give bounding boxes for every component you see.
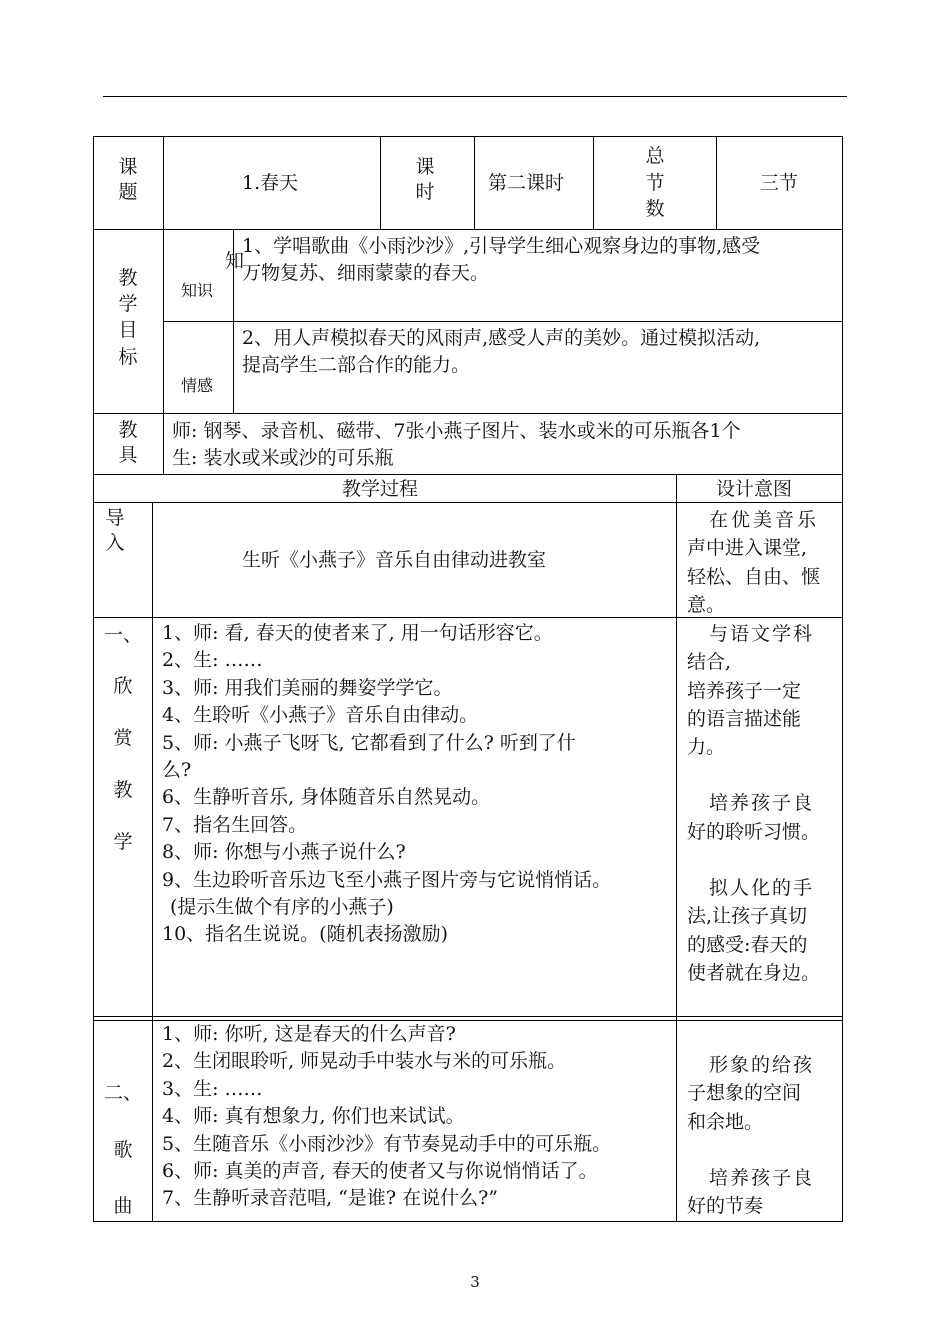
tools-text: 师: 钢琴、录音机、磁带、7张小燕子图片、装水或米的可乐瓶各1个 生: 装水或米或沙的可乐瓶	[172, 420, 741, 469]
header-rule	[103, 96, 847, 97]
emotion-text: 2、用人声模拟春天的风雨声,感受人声的美妙。通过模拟活动, 提高学生二部合作的能力。	[242, 327, 761, 376]
section1-label: 一、 欣 赏 教 学	[103, 624, 142, 853]
knowledge-text: 1、学唱歌曲《小雨沙沙》,引导学生细心观察身边的事物,感受 万物复苏、细雨蒙蒙的春天。	[242, 235, 761, 284]
section2-intent: 形象的给孩 子想象的空间 和余地。 培养孩子良 好的节奏	[687, 1054, 815, 1218]
intro-content: 生听《小燕子》音乐自由律动进教室	[242, 549, 547, 571]
section2-content: 1、师: 你听, 这是春天的什么声音? 2、生闭眼聆听, 师晃动手中装水与米的可乐瓶。 3、生: …… 4、师: 真有想象力, 你们也来试试。 5、生随音乐《小雨沙沙》有节奏晃动手中的可乐瓶。 6、师: 真美的声音, 春天的使者又与你说悄悄话了。 7、生静听录音范唱, “是谁? 在说什么?”	[162, 1023, 612, 1210]
topic-label: 课 题	[118, 156, 138, 203]
period-label: 课 时	[415, 156, 435, 203]
total-label: 总 节 数	[645, 145, 665, 221]
period-value: 第二课时	[488, 172, 565, 194]
page-number: 3	[470, 1273, 480, 1291]
total-value: 三节	[760, 172, 799, 194]
emotion-label: 情感	[181, 376, 214, 395]
section2-label: 二、 歌 曲	[103, 1082, 142, 1217]
tools-label: 教 具	[118, 419, 138, 466]
objectives-label: 教 学 目 标	[118, 267, 138, 368]
intent-header: 设计意图	[716, 478, 793, 500]
section1-content: 1、师: 看, 春天的使者来了, 用一句话形容它。 2、生: …… 3、师: 用我们美丽的舞姿学学它。 4、生聆听《小燕子》音乐自由律动。 5、师: 小燕子飞呀飞, 它都看到了什么? 听到了什 么? 6、生静听音乐, 身体随音乐自然晃动。 7、指名生回答。 8、师: 你想与小燕子说什么? 9、生边聆听音乐边飞至小燕子图片旁与它说悄悄话。 (提示生做个有序的小燕子) 10、指名生说说。(随机表扬激励)	[162, 622, 612, 946]
topic-value: 1.春天	[242, 172, 299, 194]
knowledge-stray-char: 知	[225, 250, 245, 272]
intro-label: 导 入	[105, 507, 125, 554]
section1-intent: 与语文学科 结合, 培养孩子一定 的语言描述能 力。 培养孩子良 好的聆听习惯。 拟人化的手 法,让孩子真切 的感受:春天的 使者就在身边。	[687, 623, 821, 984]
process-header: 教学过程	[342, 478, 419, 500]
intro-intent: 在优美音乐 声中进入课堂, 轻松、自由、惬 意。	[687, 509, 821, 616]
knowledge-label: 知识	[181, 281, 214, 300]
